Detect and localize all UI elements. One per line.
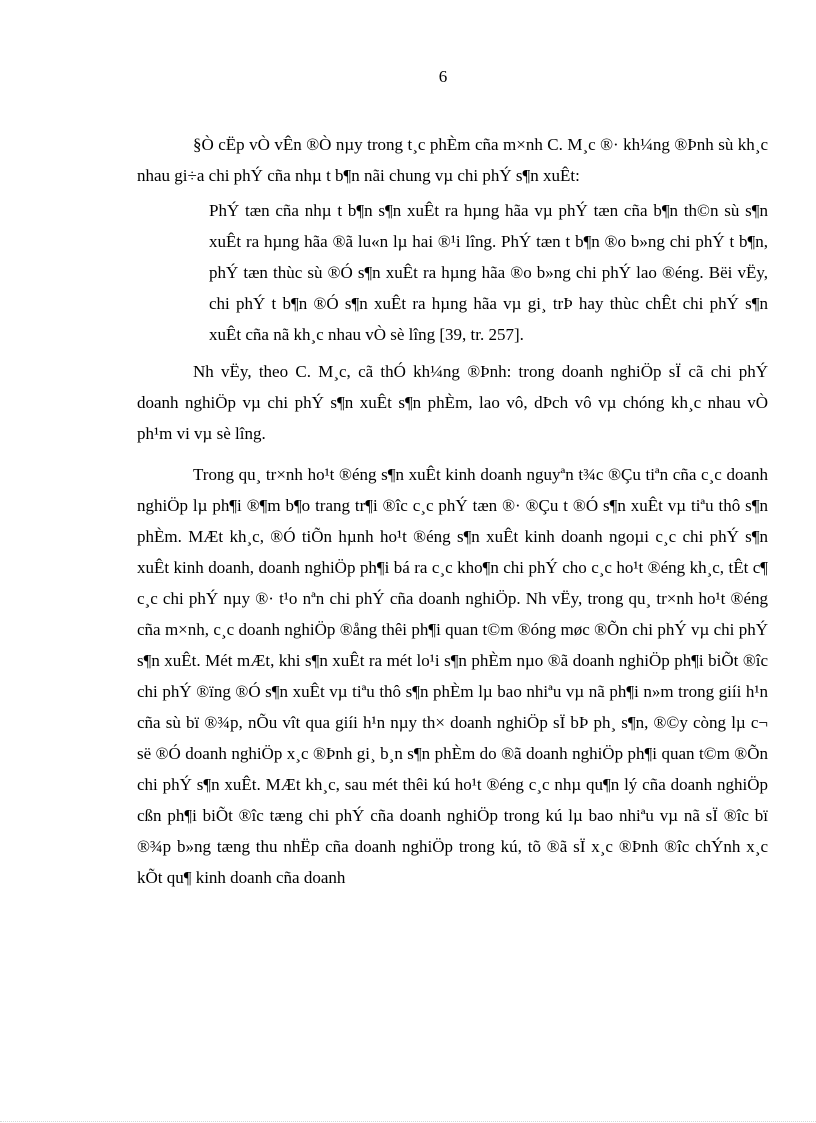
paragraph-main: Trong qu¸ tr×nh ho¹t ®éng s¶n xuÊt kinh doanh nguyªn t¾c ®Çu tiªn cña c¸c doanh nghiÖp lµ ph¶i ®¶m b¶o trang tr¶i ®îc c¸c phÝ tæn ®· ®Çu t ®Ó s¶n xuÊt vµ tiªu thô s¶n phÈm. MÆt kh¸c, ®Ó tiÕn hµnh ho¹t ®éng s¶n xuÊt kinh doanh ngoµi c¸c chi phÝ s¶n xuÊt kinh doanh, doanh nghiÖp ph¶i bá ra c¸c kho¶n chi phÝ cho c¸c ho¹t ®éng kh¸c, tÊt c¶ c¸c chi phÝ nµy ®· t¹o nªn chi phÝ cña doanh nghiÖp. Nh vËy, trong qu¸ tr×nh ho¹t ®éng cña m×nh, c¸c doanh nghiÖp ®ång thêi ph¶i quan t©m ®óng møc ®Õn chi phÝ vµ chi phÝ s¶n xuÊt. Mét mÆt, khi s¶n xuÊt ra mét lo¹i s¶n phÈm nµo ®ã doanh nghiÖp ph¶i biÕt ®îc chi phÝ ®ïng ®Ó s¶n xuÊt vµ tiªu thô s¶n phÈm lµ bao nhiªu vµ nã ph¶i n»m trong giíi h¹n cña sù bï ®¾p, nÕu vît qua giíi h¹n nµy th× doanh nghiÖp sÏ bÞ ph¸ s¶n, ®©y còng lµ c¬ së ®Ó doanh nghiÖp x¸c ®Þnh gi¸ b¸n s¶n phÈm do ®ã doanh nghiÖp ph¶i quan t©m ®Õn chi phÝ s¶n xuÊt. MÆt kh¸c, sau mét thêi kú ho¹t ®éng c¸c nhµ qu¶n lý cña doanh nghiÖp cßn ph¶i biÕt ®îc tæng chi phÝ cña doanh nghiÖp trong kú lµ bao nhiªu vµ nã sÏ ®îc bï ®¾p b»ng tæng thu nhËp cña doanh nghiÖp trong kú, tõ ®ã sÏ x¸c ®Þnh ®îc chÝnh x¸c kÕt qu¶ kinh doanh cña doanh (137, 465, 768, 887)
block-quote: PhÝ tæn cña nhµ t b¶n s¶n xuÊt ra hµng hãa vµ phÝ tæn cña b¶n th©n sù s¶n xuÊt ra hµng hãa ®ã lu«n lµ hai ®¹i lîng. PhÝ tæn t b¶n ®o b»ng chi phÝ t b¶n, phÝ tæn thùc sù ®Ó s¶n xuÊt ra hµng hãa ®o b»ng chi phÝ lao ®éng. Bëi vËy, chi phÝ t b¶n ®Ó s¶n xuÊt ra hµng hãa vµ gi¸ trÞ hay thùc chÊt chi phÝ s¶n xuÊt cña nã kh¸c nhau vÒ sè lîng [39, tr. 257]. (209, 201, 768, 344)
paragraph-intro: §Ò cËp vÒ vÊn ®Ò nµy trong t¸c phÈm cña m×nh C. M¸c ®· kh¼ng ®Þnh sù kh¸c nhau gi÷a chi phÝ cña nhµ t b¶n nãi chung vµ chi phÝ s¶n xuÊt: (137, 135, 768, 185)
paragraph-conclusion: Nh vËy, theo C. M¸c, cã thÓ kh¼ng ®Þnh: trong doanh nghiÖp sÏ cã chi phÝ doanh nghiÖp vµ chi phÝ s¶n xuÊt s¶n phÈm, lao vô, dÞch vô vµ chóng kh¸c nhau vÒ ph¹m vi vµ sè lîng. (137, 362, 768, 443)
document-body (137, 129, 768, 893)
page-number: 6 (438, 67, 448, 86)
page-bottom-divider (0, 1121, 816, 1122)
